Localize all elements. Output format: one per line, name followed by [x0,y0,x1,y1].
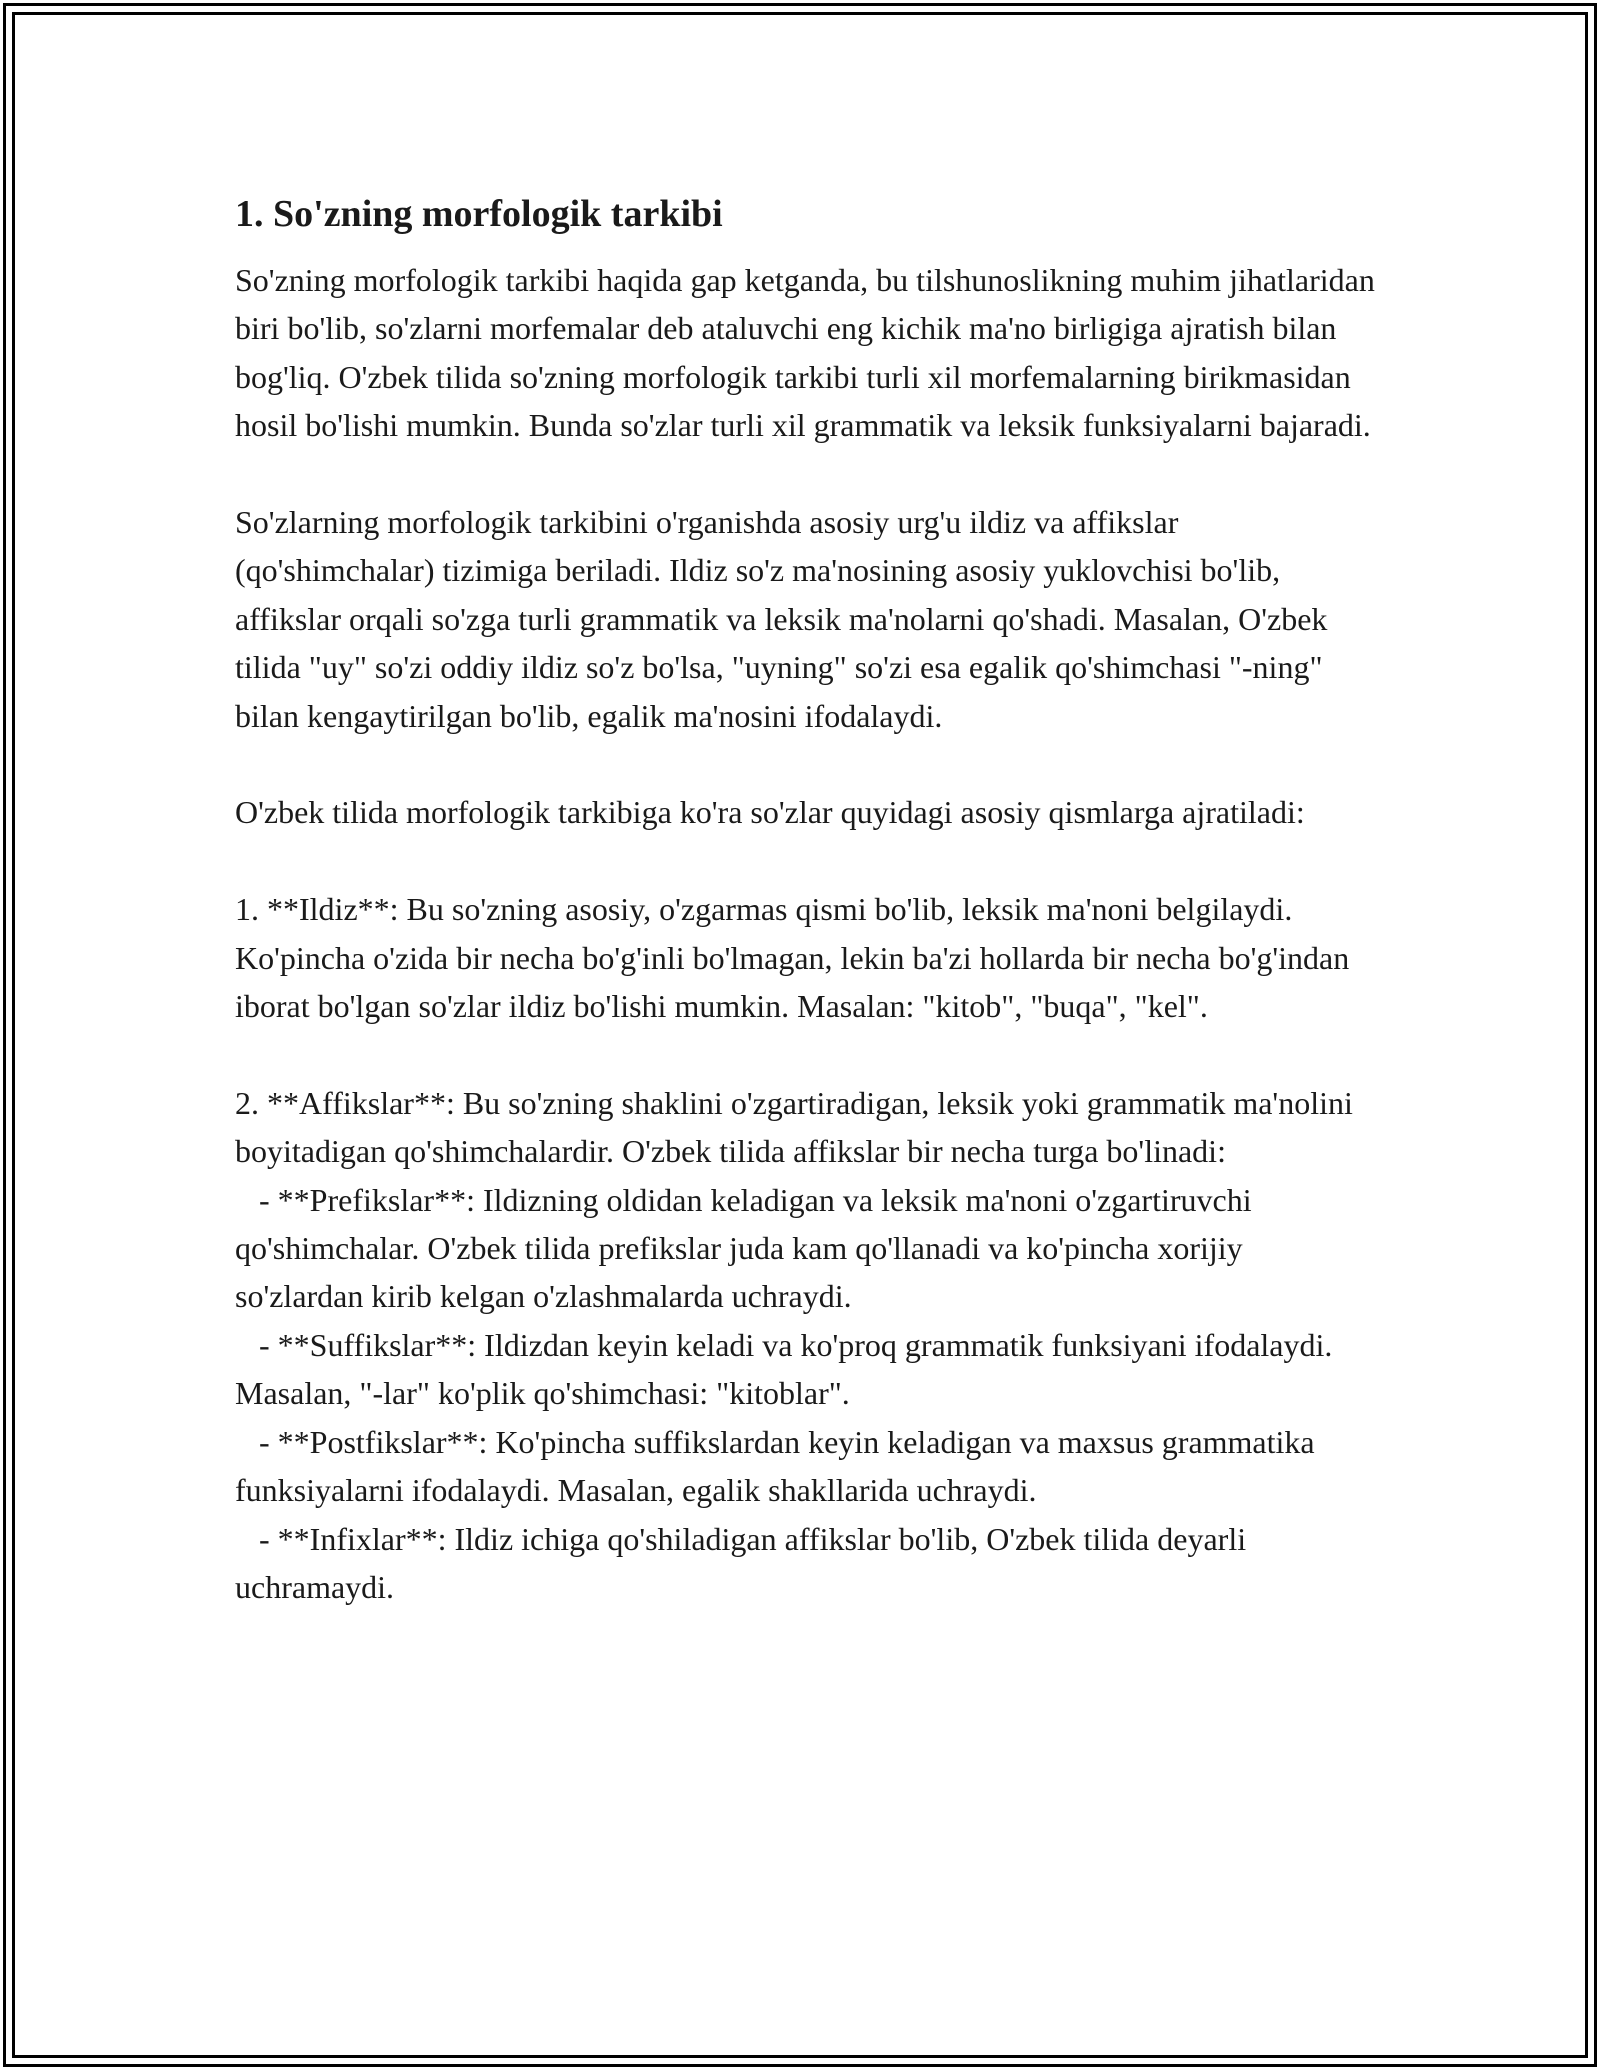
sub-item-postfixes [235,1418,1375,1515]
sub-item-suffixes-text: - **Suffikslar**: Ildizdan keyin keladi va ko'proq grammatik funksiyani ifodalaydi. Masalan, "-lar" ko'plik qo'shimchasi: "kitoblar". [235,1326,1341,1412]
list-item-root: 1. **Ildiz**: Bu so'zning asosiy, o'zgarmas qismi bo'lib, leksik ma'noni belgilaydi. Ko'pincha o'zida bir necha bo'g'inli bo'lmagan, lekin ba'zi hollarda bir necha bo'g'indan iborat bo'lgan so'zlar ildiz bo'lishi mumkin. Masalan: "kitob", "buqa", "kel". [235,891,1358,1025]
document-body [235,185,1383,1611]
paragraph-gap [235,450,1375,498]
paragraph-gap [235,837,1375,885]
list-item-affixes: 2. **Affikslar**: Bu so'zning shaklini o'zgartiradigan, leksik yoki grammatik ma'nolini boyitadigan qo'shimchalardir. O'zbek tilida affikslar bir necha turga bo'linadi: [235,1084,1361,1170]
sub-item-suffixes [235,1321,1375,1418]
sub-item-infixes [235,1515,1375,1612]
sub-item-infixes-text: - **Infixlar**: Ildiz ichiga qo'shiladigan affikslar bo'lib, O'zbek tilida deyarli uchramaydi. [235,1520,1255,1605]
paragraph-root-affix: So'zlarning morfologik tarkibini o'rganishda asosiy urg'u ildiz va affikslar (qo'shimchalar) tizimiga beriladi. Ildiz so'z ma'nosining asosiy yuklovchisi bo'lib, affikslar orqali so'zga turli grammatik va leksik ma'nolarni qo'shadi. Masalan, O'zbek tilida "uy" so'zi oddiy ildiz so'z bo'lsa, "uyning" so'zi esa egalik qo'shimchasi "-ning" bilan kengaytirilgan bo'lib, egalik ma'nosini ifodalaydi. [235,504,1336,734]
sub-item-prefixes-text: - **Prefikslar**: Ildizning oldidan keladigan va leksik ma'noni o'zgartiruvchi qo'shimchalar. O'zbek tilida prefikslar juda kam qo'llanadi va ko'pincha xorijiy so'zlardan kirib kelgan o'zlashmalarda uchraydi. [235,1181,1260,1315]
paragraph-gap [235,740,1375,788]
paragraph-intro: So'zning morfologik tarkibi haqida gap ketganda, bu tilshunoslikning muhim jihatlaridan biri bo'lib, so'zlarni morfemalar deb ataluvchi eng kichik ma'no birligiga ajratish bilan bog'liq. O'zbek tilida so'zning morfologik tarkibi turli xil morfemalarning birikmasidan hosil bo'lishi mumkin. Bunda so'zlar turli xil grammatik va leksik funksiyalarni bajaradi. [235,262,1383,444]
sub-item-prefixes [235,1176,1375,1321]
paragraph-gap [235,1030,1375,1078]
sub-item-postfixes-text: - **Postfikslar**: Ko'pincha suffikslardan keyin keladigan va maxsus grammatika funksiyalarni ifodalaydi. Masalan, egalik shakllarida uchraydi. [235,1423,1323,1509]
section-title: 1. So'zning morfologik tarkibi [235,193,723,235]
paragraph-parts-intro: O'zbek tilida morfologik tarkibiga ko'ra so'zlar quyidagi asosiy qismlarga ajratiladi: [235,794,1305,831]
